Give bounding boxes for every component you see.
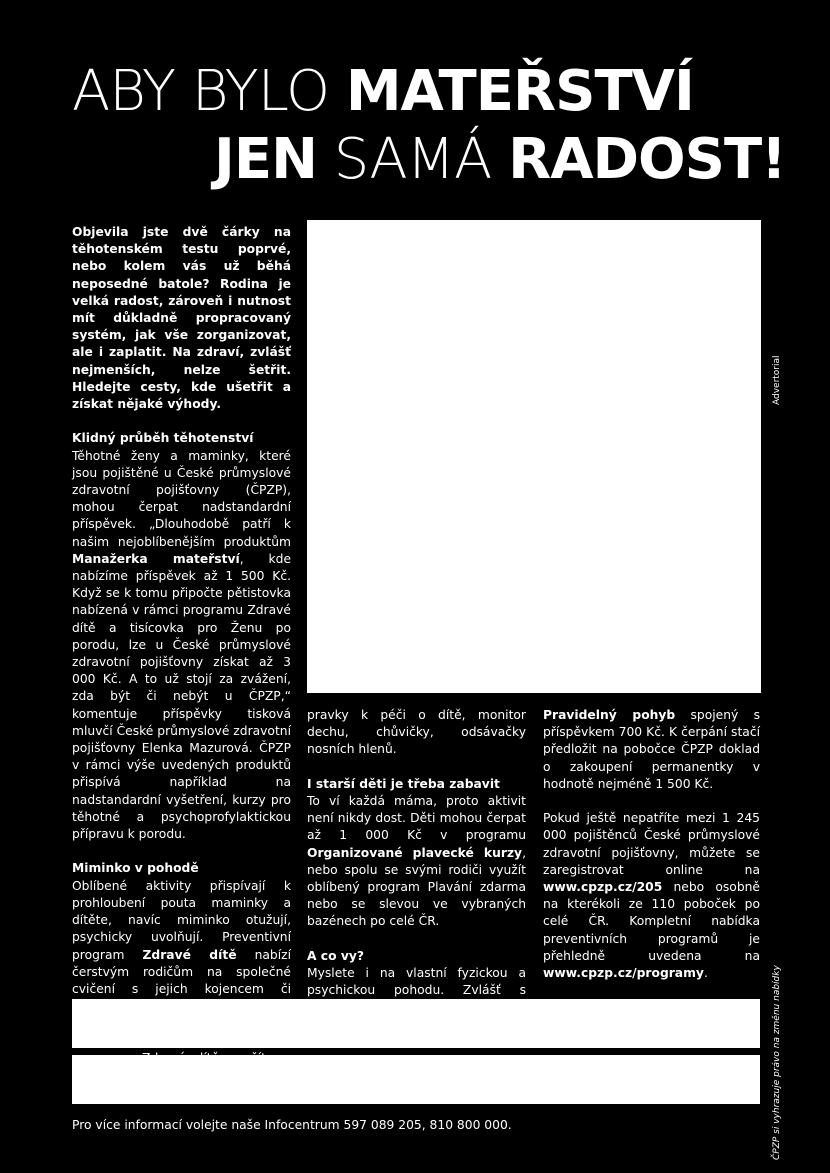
logo-box-top bbox=[72, 999, 760, 1048]
disclaimer-note: ČPZP si vyhrazuje právo na změnu nabídky bbox=[772, 965, 782, 1160]
headline-line-1: ABY BYLO MATEŘSTVÍ bbox=[72, 59, 694, 124]
footer-contact: Pro více informací volejte naše Infocentrum 597 089 205, 810 800 000. bbox=[72, 1118, 512, 1132]
link-programs[interactable]: www.cpzp.cz/programy bbox=[543, 966, 704, 981]
section-baby: Miminko v pohodě Oblíbené aktivity přispívají k prohloubení pouta maminky a dítěte, navíc miminko otužují, psychicky uvolňují. Preventivní program Zdravé dítě nabízí čerstvým rodičům na společné cvičení s jejich kojencem či bbox=[72, 861, 291, 996]
link-registration[interactable]: www.cpzp.cz/205 bbox=[543, 880, 663, 895]
section-title: I starší děti je třeba zabavit bbox=[307, 776, 500, 791]
section-older-children: I starší děti je třeba zabavit To ví každá máma, proto aktivit není nikdy dost. Děti mohou čerpat až 1 000 Kč v programu Organizované plavecké kurzy, nebo spolu se svými rodiči využít oblíbený program Plavání zdarma nebo se slevou ve vybraných bazénech po celé ČR. bbox=[307, 776, 526, 929]
photo-placeholder bbox=[307, 220, 761, 693]
text-column-3 bbox=[543, 707, 760, 999]
section-baby-continued: pravky k péči o dítě, monitor dechu, chůvičky, odsávačky nosních hlenů. bbox=[307, 708, 526, 757]
text-column-1 bbox=[72, 224, 291, 1119]
intro-paragraph: Objevila jste dvě čárky na těhotenském testu poprvé, nebo kolem vás už běhá neposedné batole? Rodina je velká radost, zároveň i nutnost mít důkladně propracovaný systém, jak vše zorganizovat, ale i zaplatit. Na zdraví, zvlášť nejmenších, nelze šetřit. Hledejte cesty, kde ušetřit a získat nějaké výhody. bbox=[72, 225, 291, 412]
logo-box-bottom bbox=[72, 1055, 760, 1104]
section-parents: A co vy? Myslete i na vlastní fyzickou a psychickou pohodu. Zvlášť s bbox=[307, 948, 526, 998]
section-parents-continued: Pravidelný pohyb spojený s příspěvkem 700 Kč. K čerpání stačí předložit na pobočce ČPZP doklad o zakoupení permanentky v hodnotě nejméně 1 500 Kč. bbox=[543, 708, 760, 791]
page-headline bbox=[72, 58, 786, 194]
section-title: A co vy? bbox=[307, 948, 364, 963]
section-title: Miminko v pohodě bbox=[72, 861, 199, 876]
closing-paragraph: Pokud ještě nepatříte mezi 1 245 000 pojištěnců České průmyslové zdravotní pojišťovny, můžete se zaregistrovat online na www.cpzp.cz/205 nebo osobně na kterékoli ze 110 poboček po celé ČR. Kompletní nabídka preventivních programů je přehledně uvedena na www.cpzp.cz/programy. bbox=[543, 811, 760, 981]
advertorial-label: Advertorial bbox=[772, 355, 782, 405]
section-pregnancy: Klidný průběh těhotenství Těhotné ženy a maminky, které jsou pojištěné u České průmyslové zdravotní pojišťovny (ČPZP), mohou čerpat nadstandardní příspěvek. „Dlouhodobě patří k našim nejoblíbenějším produktům Manažerka mateřství, kde nabízíme příspěvek až 1 500 Kč. Když se k tomu připočte pětistovka nabízená v rámci programu Zdravé dítě a tisícovka pro Ženu po porodu, lze u České průmyslové zdravotní pojišťovny získat až 3 000 Kč. A to už stojí za zvážení, zda být či nebýt u ČPZP,“ komentuje příspěvky tisková mluvčí České průmyslové zdravotní pojišťovny Elenka Mazurová. ČPZP v rámci výše uvedených produktů přispívá například na nadstandardní vyšetření, kurzy pro těhotné a psychoprofylaktickou přípravu k porodu. bbox=[72, 431, 292, 842]
section-title: Klidný průběh těhotenství bbox=[72, 431, 254, 446]
headline-line-2: JEN SAMÁ RADOST! bbox=[214, 127, 786, 192]
